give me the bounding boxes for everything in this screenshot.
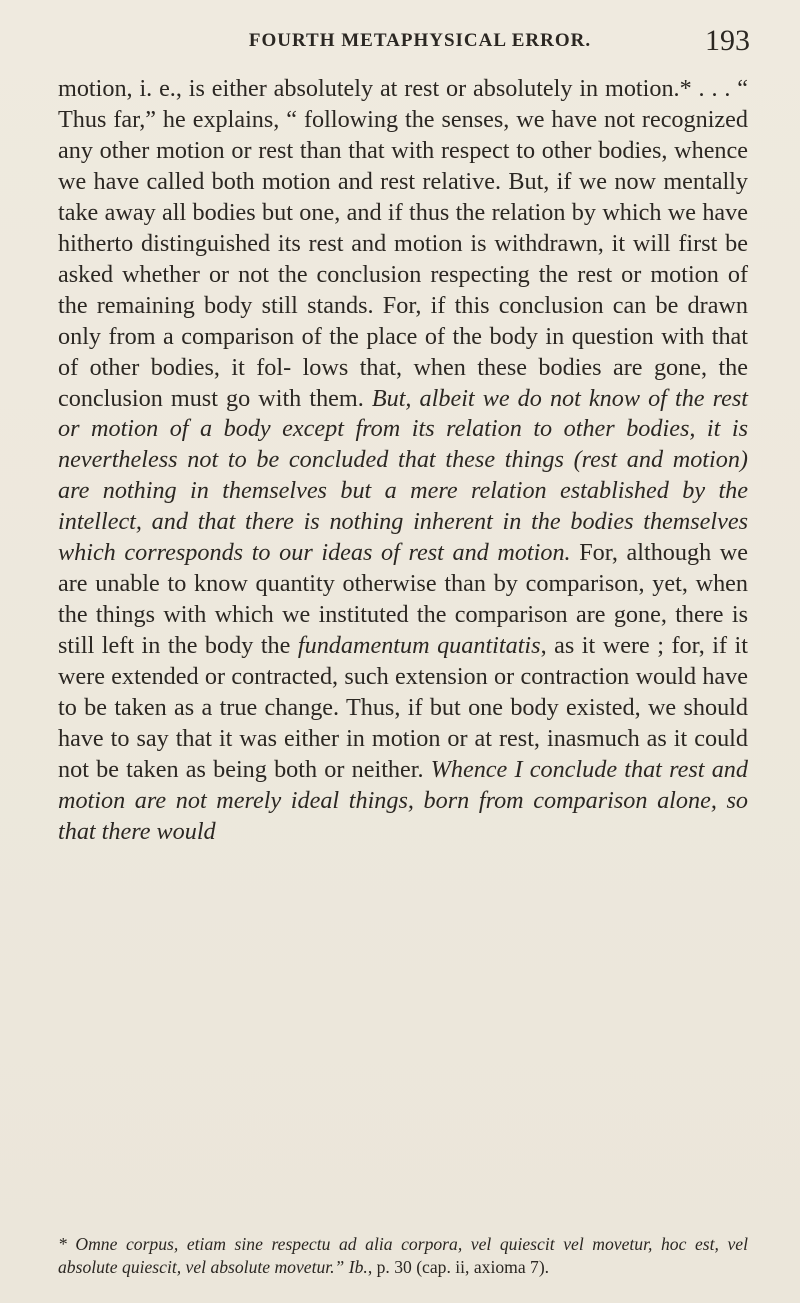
italic-run: But, albeit we do not know of the rest or motion of a body except from its relation to other bodies, it is nevertheless not to be concluded that these things (rest and motion) are nothing in themselves but a mere relation established by the intellect, and that there is nothing inherent in the bodies themselves which corresponds to our ideas of rest and motion. [58, 384, 748, 567]
text-run: For, although we are unable to know quantity otherwise than by comparison, yet, when the things with which we instituted the comparison are gone, there is still left in the body the [58, 539, 748, 660]
running-head [90, 20, 750, 56]
main-paragraph [58, 74, 748, 848]
running-title: FOURTH METAPHYSICAL ERROR. [248, 30, 592, 51]
italic-run: fundamentum quantitatis [297, 632, 541, 660]
italic-run: Whence I conclude that rest and motion are not merely ideal things, born from comparison alone, so that there would [58, 755, 748, 845]
footnote-quote: * Omne corpus, etiam sine respectu ad alia corpora, vel quiescit vel movetur, hoc est, vel absolute quiescit, vel absolute movetur.” [58, 1234, 748, 1277]
page-number: 193 [705, 24, 750, 57]
footnote-ref: , p. 30 (cap. ii, axioma 7). [367, 1256, 550, 1277]
footnote [58, 1233, 748, 1278]
footnote-ref-ib: Ib. [344, 1256, 368, 1277]
text-run: motion, i. e., is either absolutely at rest or absolutely in motion.* . . . “ Thus far,” he explains, “ following the senses, we have not recognized any other motion or rest than that with respect to other bodies, whence we have called both motion and rest relative. But, if we now mentally take away all bodies but one, and if thus the relation by which we have hitherto distinguished its rest and motion is withdrawn, it will first be asked whether or not the conclusion respecting the rest or motion of the remaining body still stands. For, if this conclusion can be drawn only from a comparison of the place of the body in question with that of other bodies, it fol- lows that, when these bodies are gone, the conclusion must go with them. [58, 75, 748, 412]
text-run: , as it were ; for, if it were extended or contracted, such extension or contraction would have to be taken as a true change. Thus, if but one body existed, we should have to say that it was either in motion or at rest, inasmuch as it could not be taken as being both or neither. [58, 632, 748, 783]
